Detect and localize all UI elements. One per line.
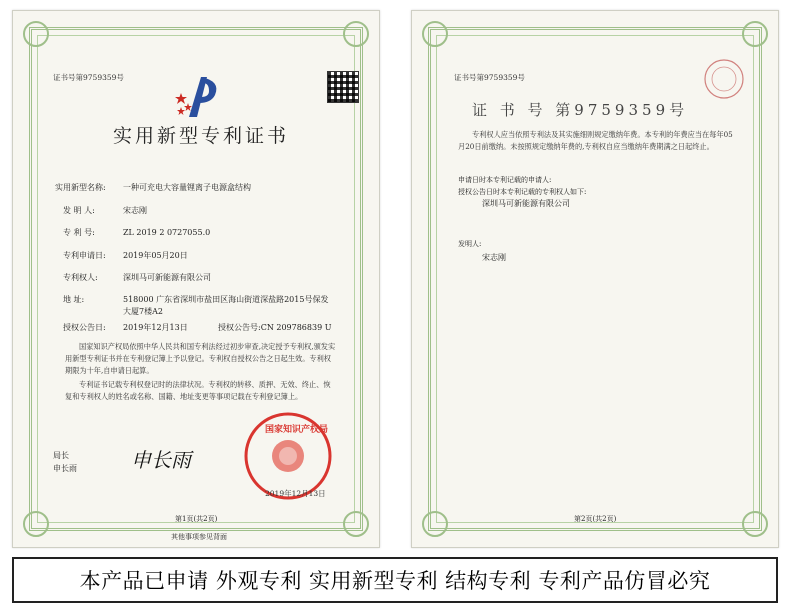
page-number: 第2页(共2页) <box>574 515 617 523</box>
field-value-grant-date: 2019年12月13日 <box>123 323 188 332</box>
seal-date: 2019年12月13日 <box>265 489 326 498</box>
field-label-inventor: 发 明 人: <box>63 206 95 215</box>
field-label-address: 地 址: <box>63 295 85 304</box>
statement-paragraph-1: 国家知识产权局依照中华人民共和国专利法经过初步审查,决定授予专利权,颁发实用新型专利证书并在专利登记簿上予以登记。专利权自授权公告之日起生效。专利权期限为十年,自申请日起算。 <box>65 342 336 375</box>
patent-office-logo <box>175 73 223 121</box>
corner-ornament <box>343 511 369 537</box>
inventor-name: 宋志刚 <box>482 253 506 262</box>
certificate-front <box>12 10 380 548</box>
certificate-back <box>411 10 779 548</box>
field-label-grant-date: 授权公告日: <box>63 323 106 332</box>
footer-note: 其他事项参见背面 <box>171 533 227 541</box>
inventor-label: 发明人: <box>458 240 482 248</box>
corner-ornament <box>343 21 369 47</box>
certificate-number-large: 证 书 号 第9759359号 <box>472 101 689 119</box>
certificate-number-small: 证书号第9759359号 <box>454 73 525 82</box>
field-value-inventor: 宋志刚 <box>123 206 147 215</box>
corner-ornament <box>422 21 448 47</box>
field-label-owner: 专利权人: <box>63 273 98 282</box>
statement-paragraph-2: 专利证书记载专利权登记时的法律状况。专利权的转移、质押、无效、终止、恢复和专利权人的姓名或名称、国籍、地址变更等事项记载在专利登记簿上。 <box>65 380 331 401</box>
publication-number: 授权公告号:CN 209786839 U <box>218 323 332 332</box>
qr-code <box>327 71 359 103</box>
seal-text: 国家知识产权局 <box>265 425 329 435</box>
certificate-title: 实用新型专利证书 <box>113 125 290 147</box>
field-value-owner: 深圳马可新能源有限公司 <box>123 273 211 282</box>
corner-ornament <box>23 511 49 537</box>
fee-notice: 专利权人应当依照专利法及其实施细则规定缴纳年费。本专利的年费应当在每年05月20日前缴纳。未按照规定缴纳年费的,专利权自应当缴纳年费期满之日起终止。 <box>458 130 733 151</box>
field-value-name: 一种可充电大容量锂离子电源盒结构 <box>123 183 251 192</box>
corner-ornament <box>23 21 49 47</box>
patent-notice-banner <box>12 557 778 603</box>
applicant-note: 申请日时本专利记载的申请人: <box>458 176 552 184</box>
banner-text: 本产品已申请 外观专利 实用新型专利 结构专利 专利产品仿冒必究 <box>79 569 711 593</box>
field-value-address-line2: 大厦7楼A2 <box>123 307 163 316</box>
corner-ornament <box>742 21 768 47</box>
field-label-patent-no: 专 利 号: <box>63 228 95 237</box>
field-value-filing-date: 2019年05月20日 <box>123 251 188 260</box>
corner-ornament <box>422 511 448 537</box>
field-value-patent-no: ZL 2019 2 0727055.0 <box>123 228 211 237</box>
signature: 申长雨 <box>131 448 191 472</box>
owner-note: 授权公告日时本专利记载的专利权人如下: <box>458 188 587 196</box>
field-value-address: 518000 广东省深圳市盐田区海山街道深盐路2015号保发 <box>123 295 329 304</box>
corner-ornament <box>742 511 768 537</box>
page-number: 第1页(共2页) <box>175 515 218 523</box>
certificate-number: 证书号第9759359号 <box>53 73 124 82</box>
owner-name: 深圳马可新能源有限公司 <box>482 199 570 208</box>
stamp-mark <box>702 57 746 101</box>
signer-title-director: 局长 <box>53 451 69 460</box>
signer-name: 申长雨 <box>53 464 77 473</box>
field-label-filing-date: 专利申请日: <box>63 251 106 260</box>
field-label-name: 实用新型名称: <box>55 183 106 192</box>
